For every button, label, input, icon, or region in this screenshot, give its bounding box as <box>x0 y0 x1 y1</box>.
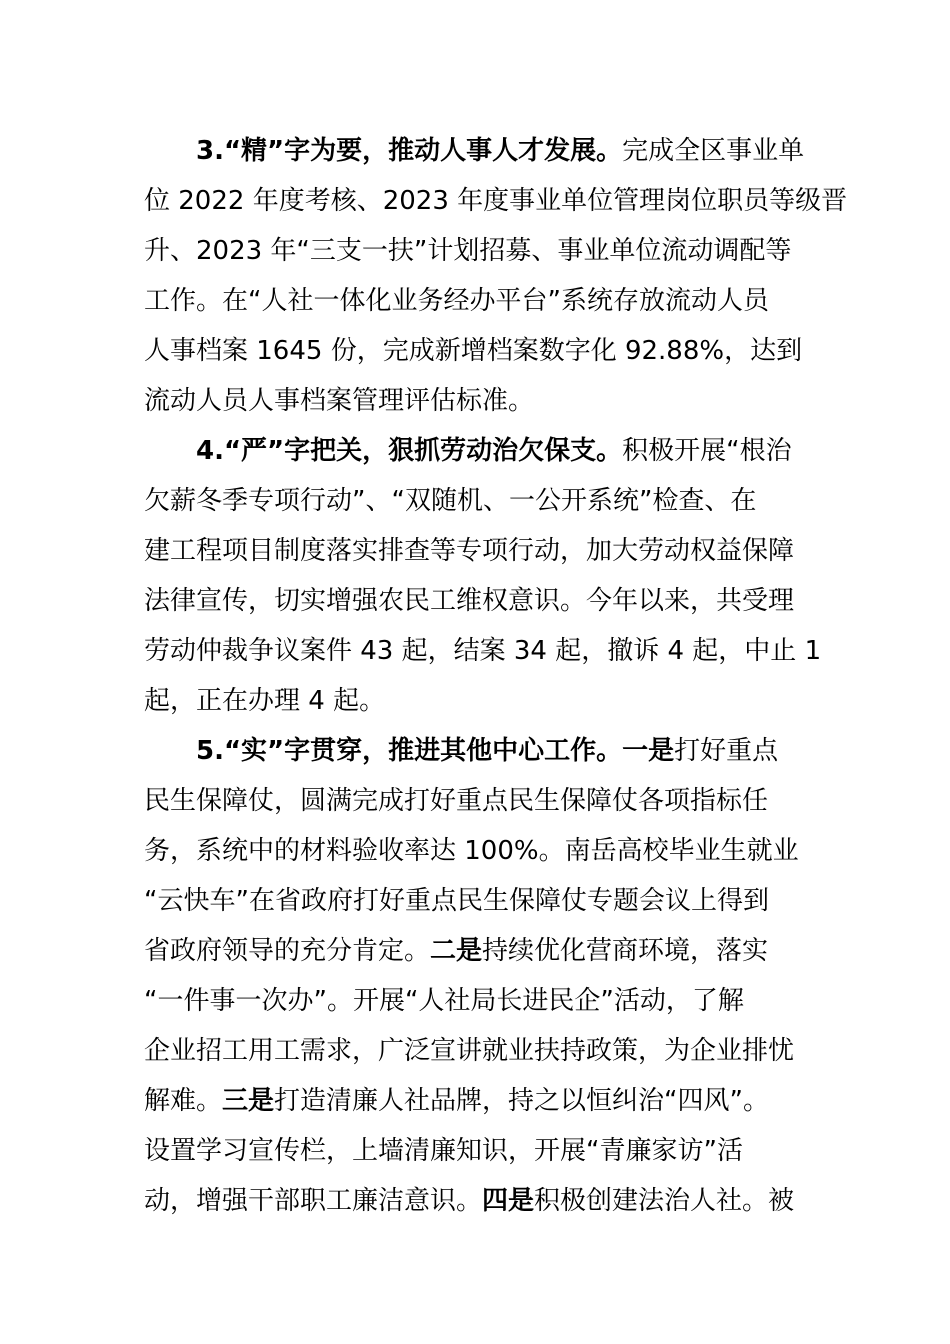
text-run: 动，增强干部职工廉洁意识。 <box>144 1186 483 1216</box>
text-run: 工作。在“人社一体化业务经办平台”系统存放流动人员 <box>144 286 769 316</box>
text-line <box>144 226 816 276</box>
text-run: 打好重点 <box>674 736 779 766</box>
text-run: 完成全区事业单 <box>622 136 805 166</box>
text-line <box>144 926 816 976</box>
paragraph <box>144 726 816 1226</box>
text-run: 打造清廉人社品牌，持之以恒纠治“四风”。 <box>274 1086 769 1116</box>
text-run: 欠薪冬季专项行动”、“双随机、一公开系统”检查、在 <box>144 486 757 516</box>
paragraph <box>144 126 848 426</box>
text-run: “一件事一次办”。开展“人社局长进民企”活动，了解 <box>144 986 744 1016</box>
text-line <box>144 1126 816 1176</box>
document-body <box>144 126 848 1226</box>
text-line <box>144 476 816 526</box>
text-line <box>144 1176 816 1226</box>
text-run: 积极创建法治人社。被 <box>534 1186 795 1216</box>
bold-text-run: 三是 <box>222 1086 275 1116</box>
text-run: 劳动仲裁争议案件 43 起，结案 34 起，撤诉 4 起，中止 1 <box>144 636 822 666</box>
text-run: 省政府领导的充分肯定。 <box>144 936 431 966</box>
text-run: 流动人员人事档案管理评估标准。 <box>144 386 535 416</box>
paragraph <box>144 426 822 726</box>
text-run: 民生保障仗，圆满完成打好重点民生保障仗各项指标任 <box>144 786 769 816</box>
text-run: 升、2023 年“三支一扶”计划招募、事业单位流动调配等 <box>144 236 792 266</box>
text-run: 企业招工用工需求，广泛宣讲就业扶持政策，为企业排忧 <box>144 1036 795 1066</box>
text-line <box>144 276 816 326</box>
text-line <box>144 826 816 876</box>
text-run: 解难。 <box>144 1086 223 1116</box>
bold-text-run: 一是 <box>622 736 675 766</box>
text-run: 务，系统中的材料验收率达 100%。南岳高校毕业生就业 <box>144 836 799 866</box>
text-line <box>144 526 816 576</box>
text-run: 建工程项目制度落实排查等专项行动，加大劳动权益保障 <box>144 536 795 566</box>
bold-text-run: 4.“严”字把关，狠抓劳动治欠保支。 <box>196 436 623 466</box>
text-line <box>144 1026 816 1076</box>
text-line <box>144 326 816 376</box>
text-run: 法律宣传，切实增强农民工维权意识。今年以来，共受理 <box>144 586 795 616</box>
text-run: 积极开展“根治 <box>622 436 792 466</box>
text-line <box>144 376 816 426</box>
text-line <box>144 776 816 826</box>
bold-text-run: 四是 <box>482 1186 535 1216</box>
text-run: 设置学习宣传栏，上墙清廉知识，开展“青廉家访”活 <box>144 1136 743 1166</box>
text-run: 持续优化营商环境，落实 <box>482 936 769 966</box>
text-line <box>144 876 816 926</box>
text-line <box>144 726 816 776</box>
text-run: 位 2022 年度考核、2023 年度事业单位管理岗位职员等级晋 <box>144 186 848 216</box>
text-run: “云快车”在省政府打好重点民生保障仗专题会议上得到 <box>144 886 769 916</box>
bold-text-run: 二是 <box>430 936 483 966</box>
text-line <box>144 426 816 476</box>
text-line <box>144 626 822 676</box>
text-run: 起，正在办理 4 起。 <box>144 686 386 716</box>
bold-text-run: 5.“实”字贯穿，推进其他中心工作。 <box>196 736 623 766</box>
text-line <box>144 1076 816 1126</box>
text-line <box>144 126 816 176</box>
bold-text-run: 3.“精”字为要，推动人事人才发展。 <box>196 136 623 166</box>
text-line <box>144 576 816 626</box>
text-line <box>144 676 816 726</box>
text-line <box>144 976 816 1026</box>
text-run: 人事档案 1645 份，完成新增档案数字化 92.88%，达到 <box>144 336 803 366</box>
text-line <box>144 176 848 226</box>
